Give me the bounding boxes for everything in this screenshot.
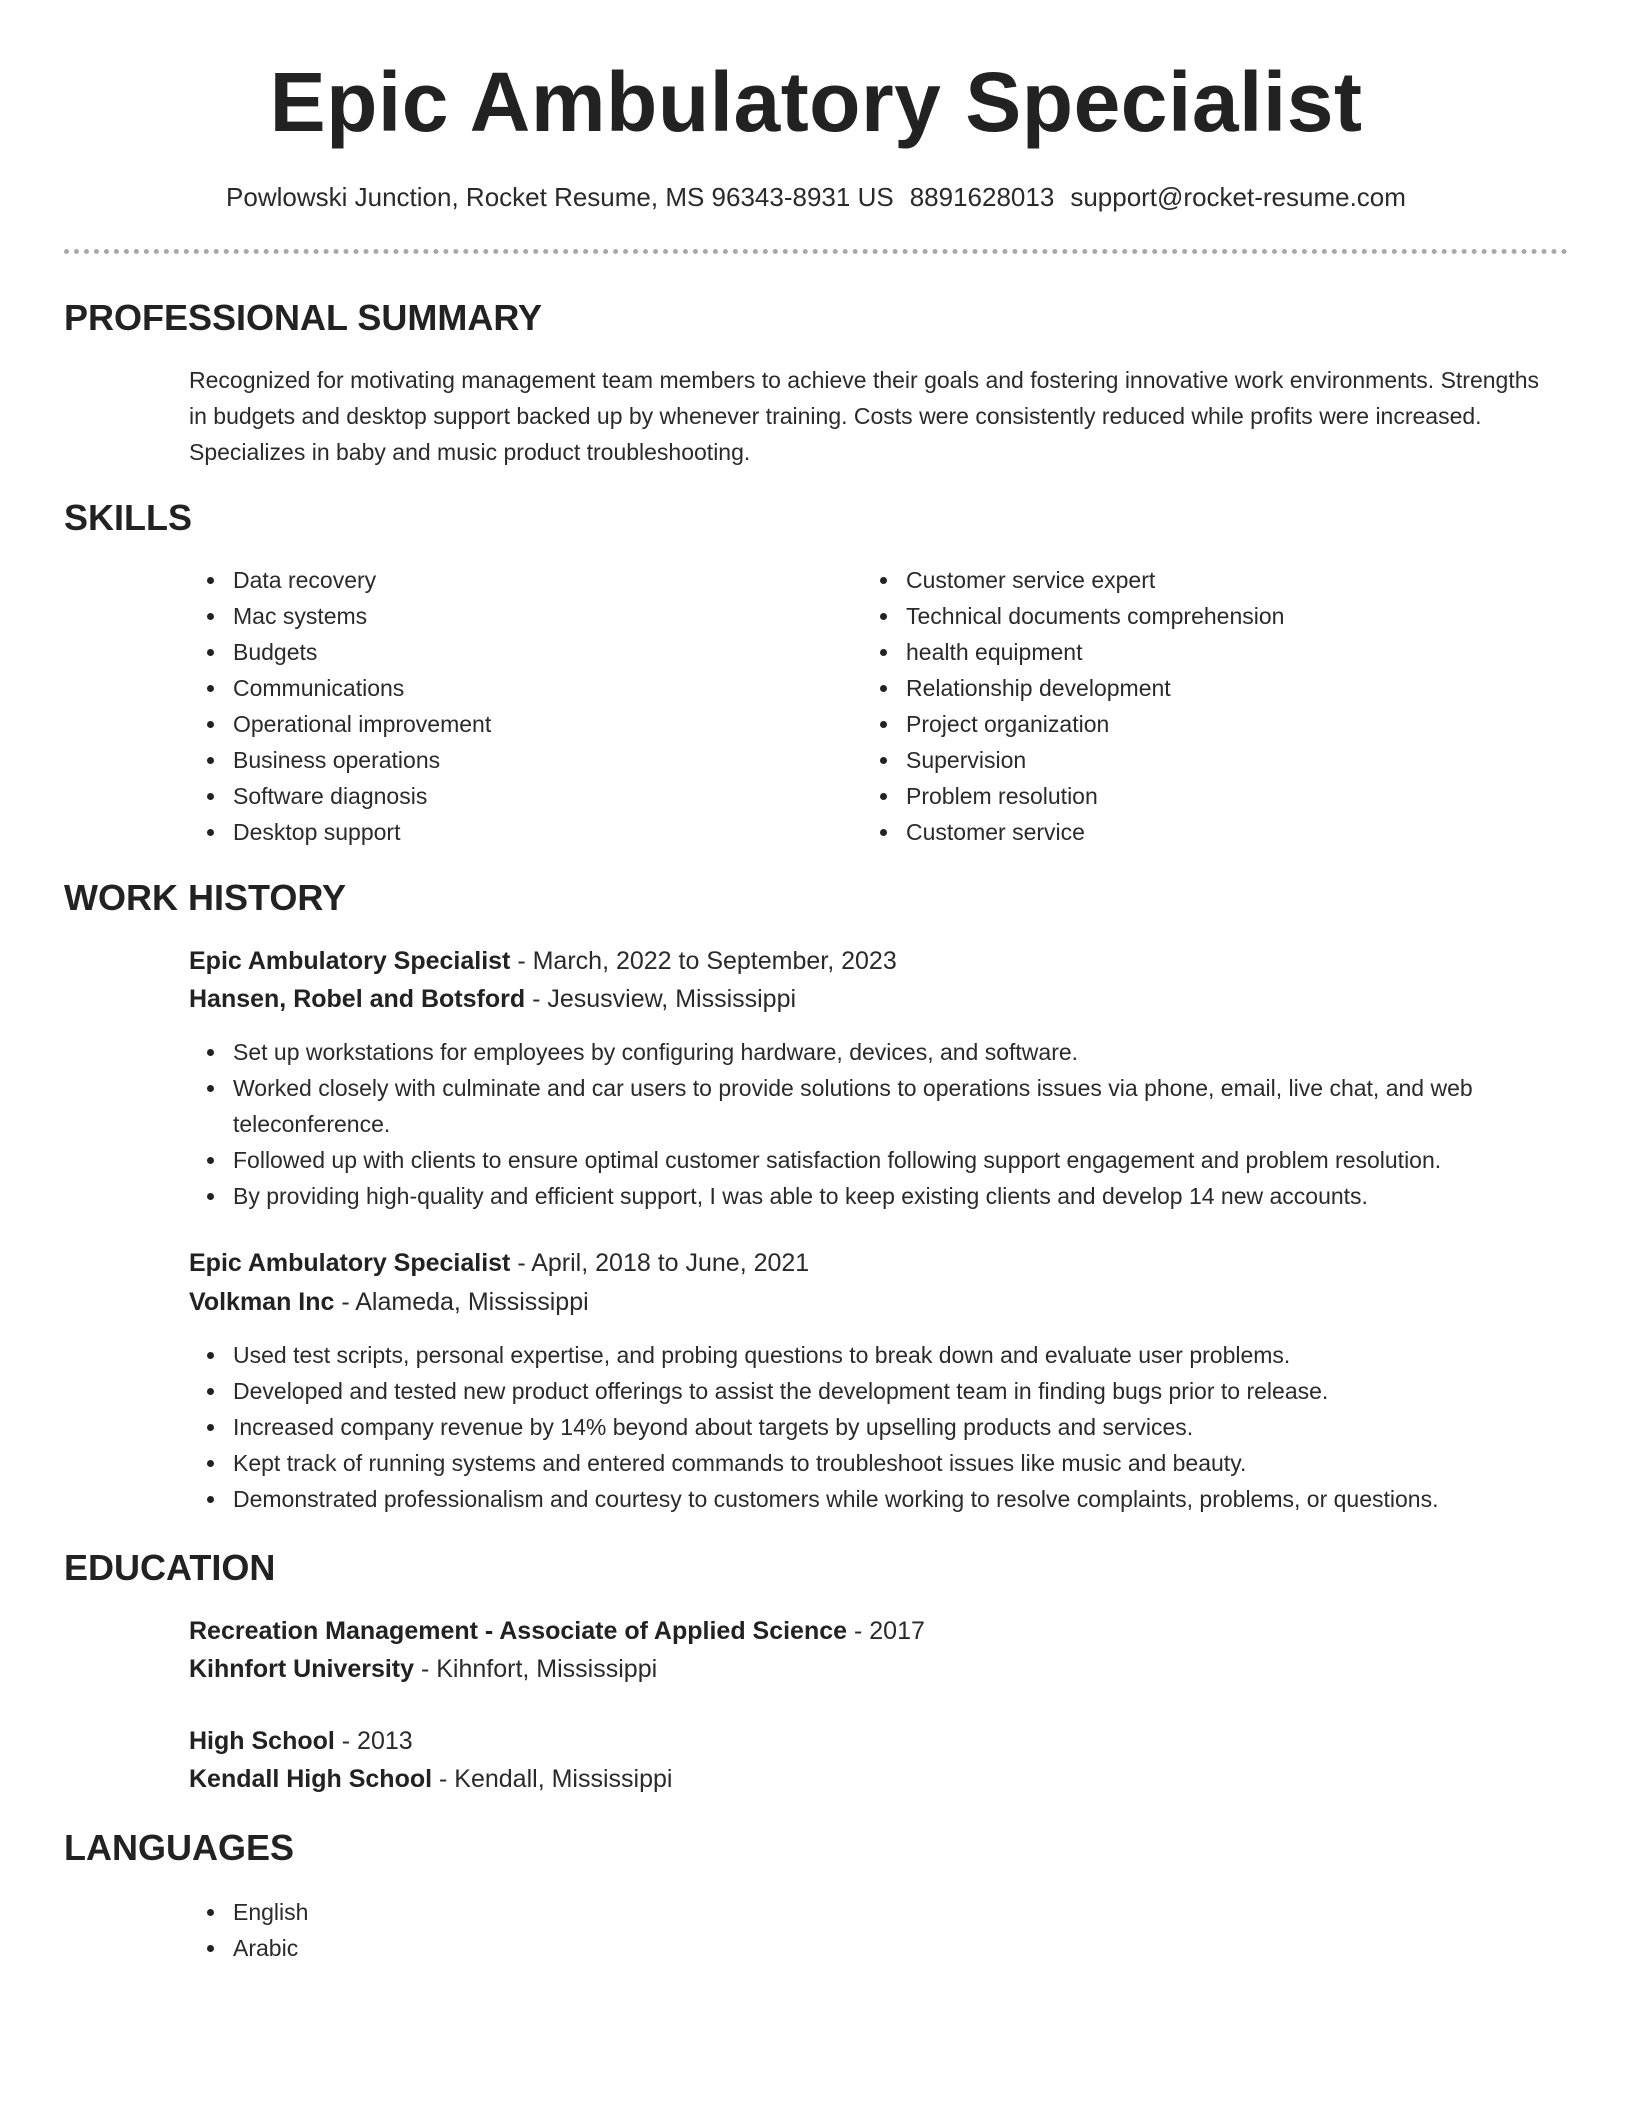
education-degree-line [189,1722,413,1760]
list-item: By providing high-quality and efficient support, I was able to keep existing clients and develop 14 new accounts. [189,1178,1569,1214]
list-item: Mac systems [189,598,789,634]
list-item: Worked closely with culminate and car users to provide solutions to operations issues via phone, email, live chat, and web teleconference. [189,1070,1569,1142]
contact-line [0,180,1632,214]
list-item: Kept track of running systems and entered commands to troubleshoot issues like music and beauty. [189,1445,1569,1481]
education-year: - 2017 [847,1617,925,1645]
job-location: - Alameda, Mississippi [334,1288,589,1316]
education-heading: EDUCATION [64,1547,276,1588]
work-history-heading: WORK HISTORY [64,877,347,918]
list-item: Business operations [189,742,789,778]
job-bullets [189,1337,1569,1517]
job-company-line [189,1283,589,1321]
list-item: Communications [189,670,789,706]
list-item: Set up workstations for employees by configuring hardware, devices, and software. [189,1034,1569,1070]
job-title: Epic Ambulatory Specialist [189,1249,511,1277]
education-school: Kendall High School [189,1765,433,1793]
summary-text: Recognized for motivating management team members to achieve their goals and fostering innovative work environments. Strengths in budgets and desktop support backed up by whenever training. Costs were consistently reduced while profits were increased. Specializes in baby and music product troubleshooting. [189,367,1540,465]
list-item: Operational improvement [189,706,789,742]
job-dates: - April, 2018 to June, 2021 [510,1249,810,1277]
list-item: Problem resolution [862,778,1562,814]
job-title: Epic Ambulatory Specialist [189,947,511,975]
education-school-line [189,1760,672,1798]
job-bullets [189,1034,1569,1214]
education-degree: High School [189,1727,335,1755]
job-title-line [189,1244,809,1282]
languages-list [189,1894,789,1966]
list-item: Customer service [862,814,1562,850]
candidate-name: Epic Ambulatory Specialist [269,55,1363,149]
job-dates: - March, 2022 to September, 2023 [510,947,897,975]
skills-heading: SKILLS [64,497,193,538]
list-item: Followed up with clients to ensure optimal customer satisfaction following support engagement and problem resolution. [189,1142,1569,1178]
list-item: Budgets [189,634,789,670]
list-item: Customer service expert [862,562,1562,598]
languages-heading: LANGUAGES [64,1827,295,1868]
list-item: Software diagnosis [189,778,789,814]
job-company: Volkman Inc [189,1288,335,1316]
list-item: Demonstrated professionalism and courtesy to customers while working to resolve complaints, problems, or questions. [189,1481,1569,1517]
education-school: Kihnfort University [189,1655,415,1683]
list-item: Arabic [189,1930,789,1966]
list-item: Relationship development [862,670,1562,706]
list-item: Increased company revenue by 14% beyond about targets by upselling products and services. [189,1409,1569,1445]
list-item: Used test scripts, personal expertise, and probing questions to break down and evaluate user problems. [189,1337,1569,1373]
contact-address: Powlowski Junction, Rocket Resume, MS 96343-8931 US [226,182,894,212]
job-company-line [189,980,796,1018]
list-item: Technical documents comprehension [862,598,1562,634]
contact-phone: 8891628013 [909,182,1055,212]
job-company: Hansen, Robel and Botsford [189,985,526,1013]
summary-heading: PROFESSIONAL SUMMARY [64,297,543,338]
list-item: Supervision [862,742,1562,778]
education-location: - Kendall, Mississippi [432,1765,673,1793]
list-item: Data recovery [189,562,789,598]
education-degree: Recreation Management - Associate of Applied Science [189,1617,848,1645]
list-item: Project organization [862,706,1562,742]
skills-list-left [189,562,789,850]
education-year: - 2013 [334,1727,413,1755]
education-school-line [189,1650,657,1688]
education-location: - Kihnfort, Mississippi [414,1655,658,1683]
list-item: health equipment [862,634,1562,670]
list-item: Developed and tested new product offerings to assist the development team in finding bugs prior to release. [189,1373,1569,1409]
education-degree-line [189,1612,925,1650]
list-item: English [189,1894,789,1930]
list-item: Desktop support [189,814,789,850]
header-divider [64,249,1568,254]
job-location: - Jesusview, Mississippi [525,985,797,1013]
skills-list-right [862,562,1562,850]
contact-email: support@rocket-resume.com [1070,182,1406,212]
job-title-line [189,942,897,980]
